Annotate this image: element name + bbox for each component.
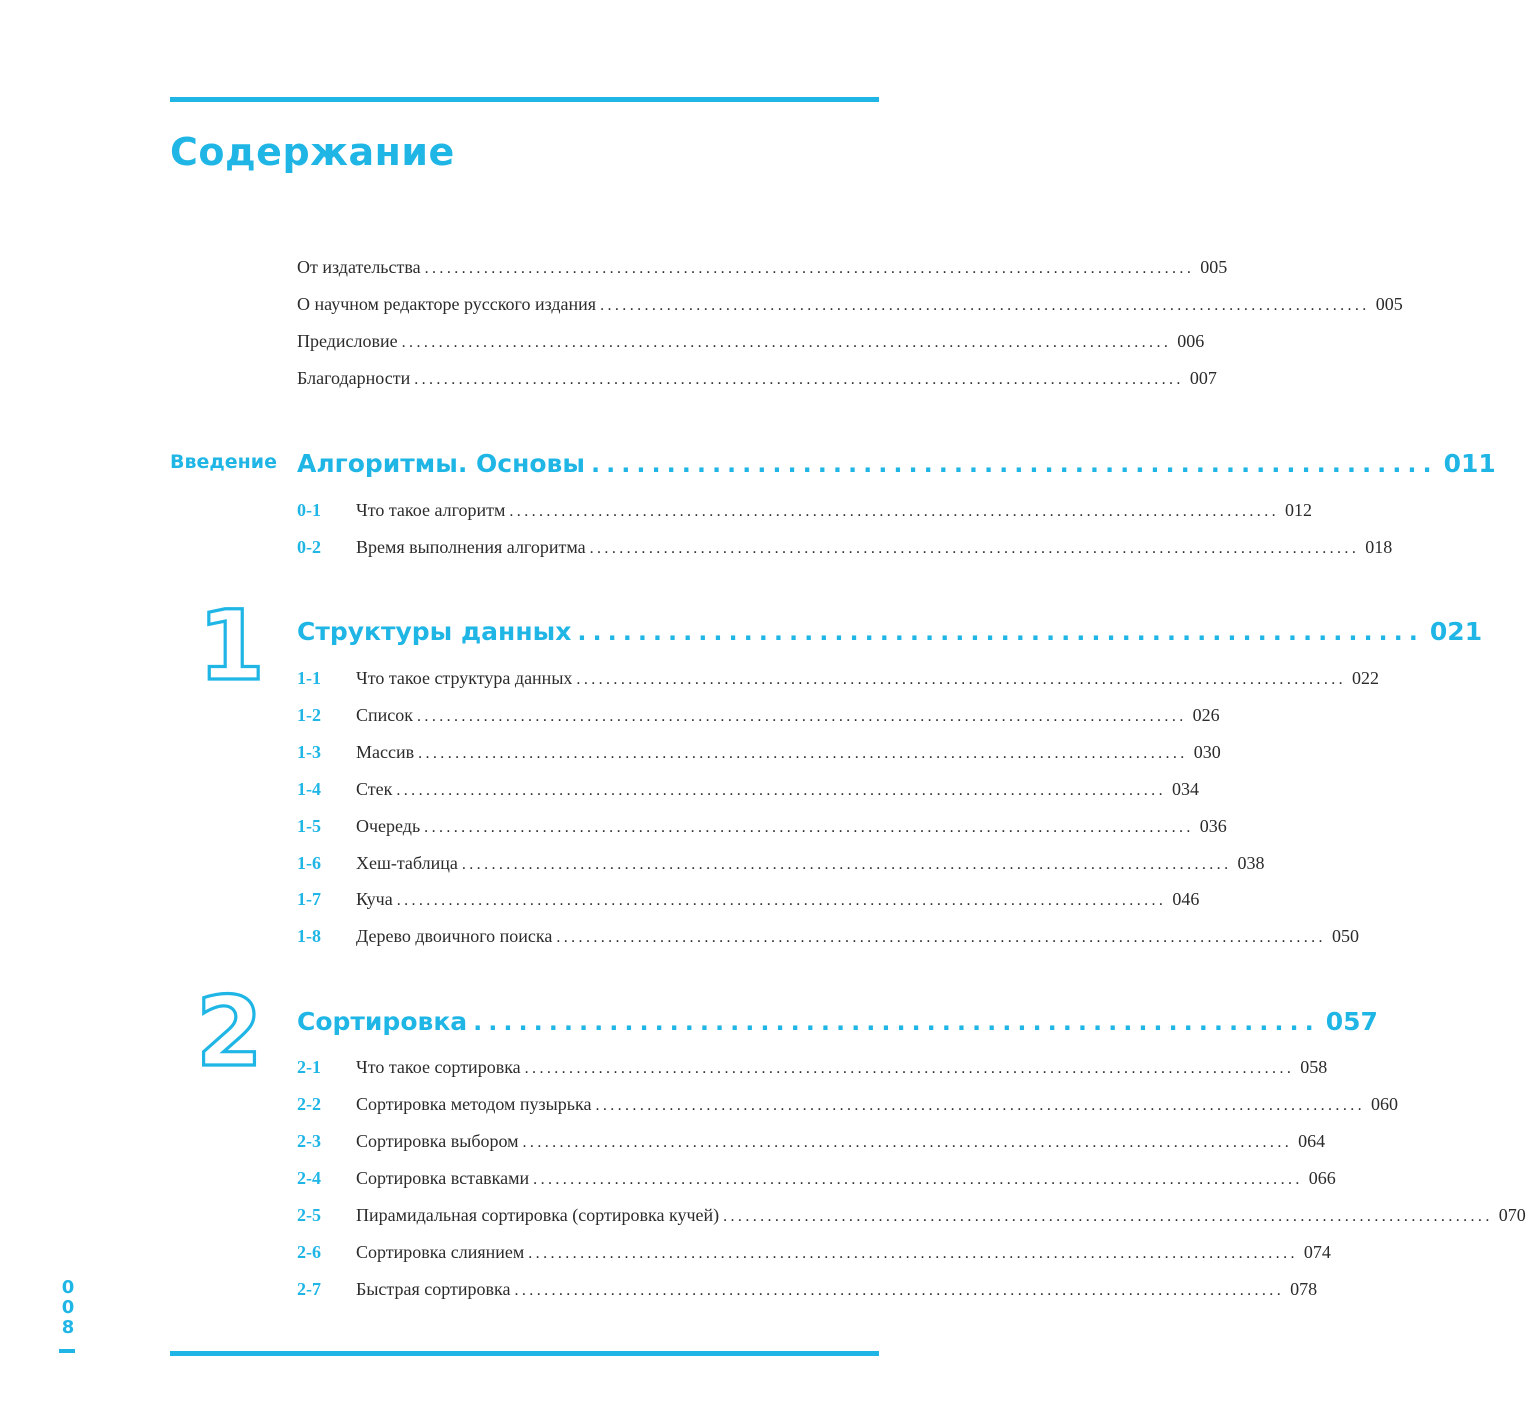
page-number-digit: 0 xyxy=(61,1297,75,1318)
dot-leader: ........................................................................................................ xyxy=(533,1171,1303,1188)
dot-leader: ........................................................................................................ xyxy=(524,1060,1295,1077)
dot-leader: ........................................................................................................ xyxy=(417,708,1187,725)
entry-page: 060 xyxy=(1371,1094,1399,1114)
entry-label: Время выполнения алгоритма xyxy=(356,537,586,557)
toc-entry[interactable] xyxy=(297,331,1205,361)
toc-entry[interactable] xyxy=(297,1279,1318,1309)
toc-entry[interactable] xyxy=(297,889,1200,919)
toc-entry[interactable] xyxy=(297,368,1217,398)
entry-label: Хеш-таблица xyxy=(356,853,458,873)
dot-leader: ........................................................................................................ xyxy=(576,671,1347,688)
dot-leader: ........................................................................................................ xyxy=(600,297,1370,314)
entry-page: 005 xyxy=(1200,257,1228,277)
entry-label: О научном редакторе русского издания xyxy=(297,294,597,314)
entry-page: 074 xyxy=(1303,1242,1331,1262)
dot-leader: ........................................................................................................ xyxy=(461,856,1232,873)
toc-entry[interactable] xyxy=(297,1205,1526,1235)
entry-page: 058 xyxy=(1300,1057,1328,1077)
entry-label: Стек xyxy=(356,779,393,799)
toc-entry[interactable] xyxy=(297,1057,1328,1087)
entry-page: 070 xyxy=(1498,1205,1526,1225)
dot-leader: ........................................................ xyxy=(473,1008,1320,1036)
entry-label: От издательства xyxy=(297,257,421,277)
section-number: 2-7 xyxy=(297,1279,321,1299)
chapter-page: 057 xyxy=(1325,1007,1378,1036)
entry-page: 026 xyxy=(1192,705,1220,725)
dot-leader: ........................................................................................................ xyxy=(424,260,1195,277)
section-number: 2-5 xyxy=(297,1205,321,1225)
entry-label: Куча xyxy=(356,889,393,909)
chapter-title: Алгоритмы. Основы xyxy=(297,449,585,478)
entry-label: Что такое сортировка xyxy=(356,1057,521,1077)
entry-label: Сортировка слиянием xyxy=(356,1242,525,1262)
dot-leader: ........................................................................................................ xyxy=(595,1097,1366,1114)
entry-label: Сортировка вставками xyxy=(356,1168,530,1188)
dot-leader: ........................................................................................................ xyxy=(401,334,1172,351)
toc-entry[interactable] xyxy=(297,668,1380,698)
section-number: 1-4 xyxy=(297,779,321,799)
dot-leader: ........................................................................................................ xyxy=(509,503,1280,520)
section-number: 2-1 xyxy=(297,1057,321,1077)
toc-entry[interactable] xyxy=(297,537,1393,567)
entry-label: Сортировка выбором xyxy=(356,1131,519,1151)
page-title: Содержание xyxy=(170,130,455,174)
entry-label: Что такое структура данных xyxy=(356,668,573,688)
dot-leader: ........................................................................................................ xyxy=(514,1282,1285,1299)
dot-leader: ........................................................................................................ xyxy=(528,1245,1298,1262)
page-number-digit: 8 xyxy=(61,1317,75,1338)
toc-entry[interactable] xyxy=(297,294,1403,324)
toc-entry[interactable] xyxy=(297,1242,1331,1272)
entry-page: 050 xyxy=(1331,926,1359,946)
intro-tag: Введение xyxy=(170,451,277,473)
section-number: 1-7 xyxy=(297,889,321,909)
entry-page: 005 xyxy=(1375,294,1403,314)
chapter-number-text: 2 xyxy=(196,976,263,1088)
entry-page: 012 xyxy=(1285,500,1313,520)
dot-leader: ........................................................................................................ xyxy=(522,1134,1293,1151)
chapter-title: Структуры данных xyxy=(297,617,572,646)
page-number xyxy=(58,1278,78,1338)
entry-label: Быстрая сортировка xyxy=(356,1279,511,1299)
section-number: 2-4 xyxy=(297,1168,321,1188)
entry-page: 066 xyxy=(1308,1168,1336,1188)
chapter-heading[interactable] xyxy=(297,617,1483,657)
dot-leader: ........................................................................................................ xyxy=(723,1208,1493,1225)
toc-entry[interactable] xyxy=(297,705,1220,735)
dot-leader: ........................................................................................................ xyxy=(418,745,1188,762)
dot-leader: ........................................................................................................ xyxy=(424,819,1194,836)
entry-page: 046 xyxy=(1172,889,1200,909)
section-number: 1-5 xyxy=(297,816,321,836)
entry-page: 022 xyxy=(1352,668,1380,688)
section-number: 1-2 xyxy=(297,705,321,725)
dot-leader: ........................................................................................................ xyxy=(414,371,1184,388)
dot-leader: ........................................................................................................ xyxy=(589,540,1360,557)
top-rule xyxy=(170,97,879,102)
section-number: 1-6 xyxy=(297,853,321,873)
entry-label: Дерево двоичного поиска xyxy=(356,926,553,946)
toc-entry[interactable] xyxy=(297,816,1227,846)
entry-page: 064 xyxy=(1298,1131,1326,1151)
entry-page: 038 xyxy=(1237,853,1265,873)
chapter-title: Сортировка xyxy=(297,1007,468,1036)
toc-entry[interactable] xyxy=(297,742,1221,772)
entry-label: Благодарности xyxy=(297,368,411,388)
toc-entry[interactable] xyxy=(297,1168,1336,1198)
chapter-heading[interactable] xyxy=(297,449,1496,489)
entry-label: Пирамидальная сортировка (сортировка кучей) xyxy=(356,1205,720,1225)
entry-label: Список xyxy=(356,705,414,725)
toc-entry[interactable] xyxy=(297,926,1359,956)
dot-leader: ........................................................................................................ xyxy=(396,782,1166,799)
entry-page: 018 xyxy=(1365,537,1393,557)
section-number: 2-2 xyxy=(297,1094,321,1114)
chapter-number-1 xyxy=(190,590,270,702)
page-number-digit: 0 xyxy=(61,1277,75,1298)
section-number: 2-6 xyxy=(297,1242,321,1262)
chapter-heading[interactable] xyxy=(297,1007,1378,1047)
entry-page: 036 xyxy=(1199,816,1227,836)
toc-entry[interactable] xyxy=(297,779,1199,809)
section-number: 1-1 xyxy=(297,668,321,688)
entry-page: 006 xyxy=(1177,331,1205,351)
entry-page: 078 xyxy=(1290,1279,1318,1299)
bottom-rule xyxy=(170,1351,879,1356)
folio-bar xyxy=(59,1349,75,1353)
entry-label: Что такое алгоритм xyxy=(356,500,506,520)
toc-entry[interactable] xyxy=(297,257,1228,287)
dot-leader: ........................................................ xyxy=(591,450,1438,478)
entry-page: 034 xyxy=(1171,779,1199,799)
entry-page: 030 xyxy=(1193,742,1221,762)
chapter-page: 021 xyxy=(1429,617,1483,646)
toc-entry[interactable] xyxy=(297,1131,1326,1161)
dot-leader: ........................................................ xyxy=(577,618,1424,646)
entry-label: Сортировка методом пузырька xyxy=(356,1094,592,1114)
entry-label: Предисловие xyxy=(297,331,398,351)
section-number: 0-2 xyxy=(297,537,321,557)
entry-label: Очередь xyxy=(356,816,421,836)
toc-entry[interactable] xyxy=(297,1094,1399,1124)
dot-leader: ........................................................................................................ xyxy=(396,892,1167,909)
chapter-number-2 xyxy=(190,976,270,1088)
section-number: 1-3 xyxy=(297,742,321,762)
entry-label: Массив xyxy=(356,742,415,762)
toc-entry[interactable] xyxy=(297,853,1265,883)
section-number: 0-1 xyxy=(297,500,321,520)
entry-page: 007 xyxy=(1189,368,1217,388)
chapter-page: 011 xyxy=(1443,449,1496,478)
toc-entry[interactable] xyxy=(297,500,1313,530)
section-number: 2-3 xyxy=(297,1131,321,1151)
section-number: 1-8 xyxy=(297,926,321,946)
dot-leader: ........................................................................................................ xyxy=(556,929,1326,946)
chapter-number-text: 1 xyxy=(198,590,265,702)
